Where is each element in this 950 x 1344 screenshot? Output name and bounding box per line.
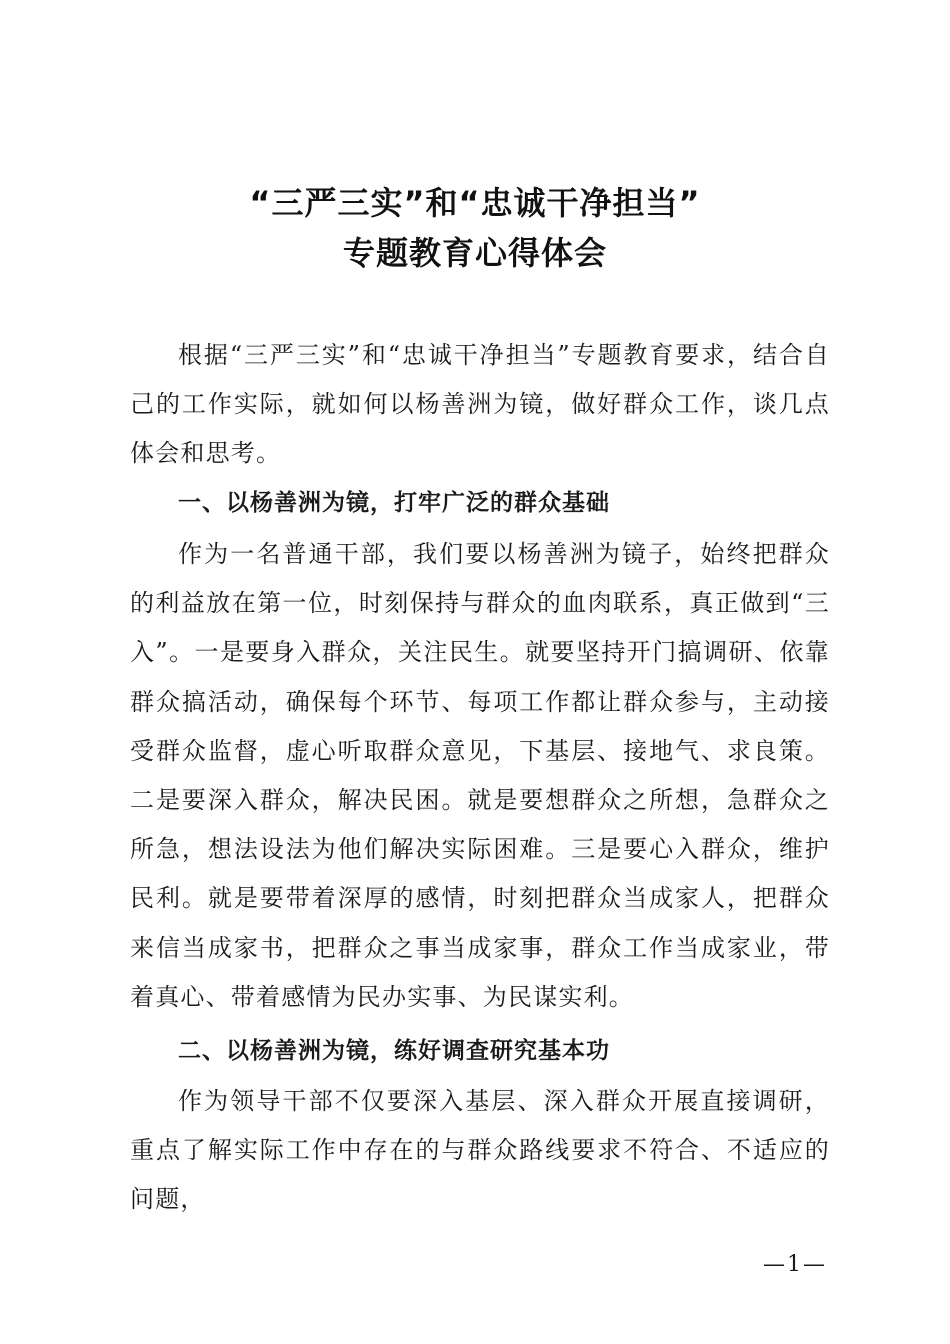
section-heading-1: 一、以杨善洲为镜，打牢广泛的群众基础: [178, 490, 610, 516]
section-heading-2: 二、以杨善洲为镜，练好调查研究基本功: [178, 1038, 610, 1064]
document-title-line-2: 专题教育心得体会: [342, 234, 607, 272]
section-paragraph-2: 作为领导干部不仅要深入基层、深入群众开展直接调研，重点了解实际工作中存在的与群众路线要求不符合、不适应的问题，: [130, 1087, 830, 1214]
intro-paragraph: 根据“三严三实”和“忠诚干净担当”专题教育要求，结合自己的工作实际，就如何以杨善洲为镜，做好群众工作，谈几点体会和思考。: [130, 341, 830, 468]
section-paragraph-1: 作为一名普通干部，我们要以杨善洲为镜子，始终把群众的利益放在第一位，时刻保持与群众的血肉联系，真正做到“三入”。一是要身入群众，关注民生。就要坚持开门搞调研、依靠群众搞活动，确保每个环节、每项工作都让群众参与，主动接受群众监督，虚心听取群众意见，下基层、接地气、求良策。二是要深入群众，解决民困。就是要想群众之所想，急群众之所急，想法设法为他们解决实际困难。三是要心入群众，维护民利。就是要带着深厚的感情，时刻把群众当成家人，把群众来信当成家书，把群众之事当成家事，群众工作当成家业，带着真心、带着感情为民办实事、为民谋实利。: [130, 540, 830, 1011]
page-number: —1—: [763, 1252, 827, 1277]
document-title-line-1: “三严三实”和“忠诚干净担当”: [249, 184, 701, 222]
